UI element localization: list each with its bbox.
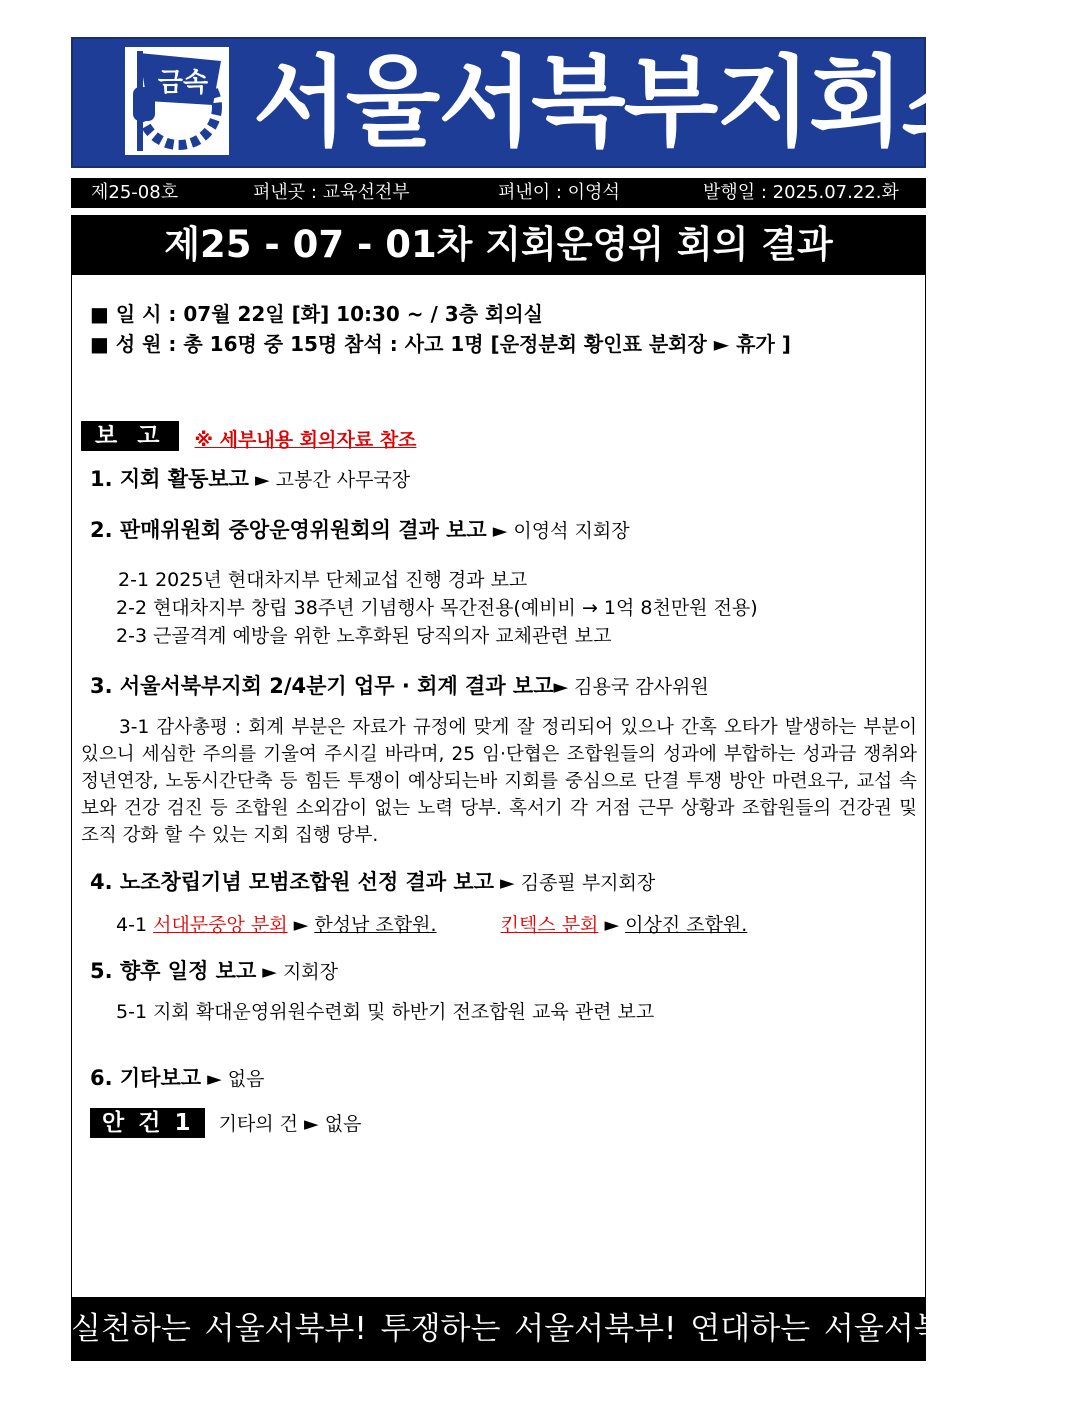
item-presenter: 김용국 감사위원 — [574, 676, 709, 698]
agenda-tag: 안 건 1 — [90, 1108, 205, 1138]
agenda-row — [90, 1108, 361, 1138]
arrow-icon: ► — [256, 961, 283, 983]
sub-item-prefix: 4-1 — [116, 914, 148, 936]
member-name: 한성남 조합원. — [314, 914, 437, 936]
item-heading: 1. 지회 활동보고 — [90, 467, 249, 491]
svg-text:금속: 금속 — [157, 68, 209, 98]
arrow-icon: ► — [486, 520, 514, 542]
item-heading: 4. 노조창립기념 모범조합원 선정 결과 보고 — [90, 870, 495, 894]
publisher: 펴낸곳 : 교육선전부 — [253, 182, 410, 203]
info-bar — [71, 178, 926, 208]
arrow-icon: ► — [248, 469, 276, 491]
item-heading: 5. 향후 일정 보고 — [90, 959, 257, 983]
report-header — [81, 421, 416, 452]
branch-name: 킨텍스 분회 — [500, 914, 599, 936]
meeting-datetime: ■ 일 시 : 07월 22일 [화] 10:30 ~ / 3층 회의실 — [90, 302, 543, 326]
report-item-2 — [90, 514, 630, 544]
report-item-5 — [90, 955, 338, 985]
footer-slogan: 실천하는 서울서북부! 투쟁하는 서울서북부! 연대하는 서울서북부! — [71, 1297, 926, 1361]
sub-item: 2-1 2025년 현대차지부 단체교섭 진행 경과 보고 — [118, 569, 528, 591]
item-heading: 3. 서울서북부지회 2/4분기 업무 · 회계 결과 보고 — [90, 674, 554, 698]
member-name: 이상진 조합원. — [625, 914, 748, 936]
item-presenter: 없음 — [227, 1068, 265, 1090]
item-heading: 2. 판매위원회 중앙운영위원회의 결과 보고 — [90, 518, 487, 542]
item-presenter: 지회장 — [282, 961, 339, 983]
newsletter-title: 서울서북부지회소식 — [253, 46, 1087, 160]
agenda-text: 기타의 건 ► 없음 — [218, 1113, 362, 1135]
arrow-icon: ► — [201, 1068, 228, 1090]
report-item-3 — [90, 670, 709, 700]
branch-name: 서대문중앙 분회 — [153, 914, 288, 936]
item-presenter: 김종필 부지회장 — [520, 872, 656, 894]
arrow-icon: ► — [598, 914, 626, 936]
report-item-1 — [90, 463, 410, 493]
model-member-selection — [116, 910, 747, 937]
arrow-icon: ► — [494, 872, 521, 894]
report-tag: 보 고 — [81, 421, 179, 451]
report-item-6 — [90, 1062, 264, 1092]
meeting-attendance: ■ 성 원 : 총 16명 중 15명 참석 : 사고 1명 [운정분회 황인표 분회장 ► 휴가 ] — [90, 332, 791, 356]
editor: 펴낸이 : 이영석 — [498, 182, 620, 203]
item-presenter: 이영석 지회장 — [513, 520, 630, 542]
masthead — [71, 37, 1087, 168]
issue-number: 제25-08호 — [91, 182, 179, 203]
item-heading: 6. 기타보고 — [90, 1066, 202, 1090]
sub-item: 2-2 현대차지부 창립 38주년 기념행사 목간전용(예비비 → 1억 8천만원 전용) — [116, 597, 758, 619]
sub-item: 2-3 근골격계 예방을 위한 노후화된 당직의자 교체관련 보고 — [116, 625, 612, 647]
item-presenter: 고봉간 사무국장 — [275, 469, 411, 491]
publish-date: 발행일 : 2025.07.22.화 — [703, 182, 899, 203]
arrow-icon: ► — [553, 676, 575, 698]
flag-logo-icon — [125, 47, 229, 155]
sub-item: 5-1 지회 확대운영위원수련회 및 하반기 전조합원 교육 관련 보고 — [116, 1001, 655, 1023]
report-item-4 — [90, 866, 655, 896]
arrow-icon: ► — [287, 914, 315, 936]
page-title: 제25 - 07 - 01차 지회운영위 회의 결과 — [71, 215, 926, 275]
audit-review-paragraph: 3-1 감사총평 : 회계 부분은 자료가 규정에 맞게 잘 정리되어 있으나 간혹 오타가 발생하는 부분이 있으니 세심한 주의를 기울여 주시길 바라며, 25 임·단협은 조합원들의 성과에 부합하는 성과금 쟁취와 정년연장, 노동시간단축 등 힘든 투쟁이 예상되는바 지회를 중심으로 단결 투쟁 방안 마련요구, 교섭 속보와 건강 검진 등 조합원 소외감이 없는 노력 당부. 혹서기 각 거점 근무 상황과 조합원들의 건강권 및 조직 강화 할 수 있는 지회 집행 당부. — [81, 717, 917, 846]
report-note: ※ 세부내용 회의자료 참조 — [194, 429, 417, 451]
union-logo — [125, 47, 229, 155]
